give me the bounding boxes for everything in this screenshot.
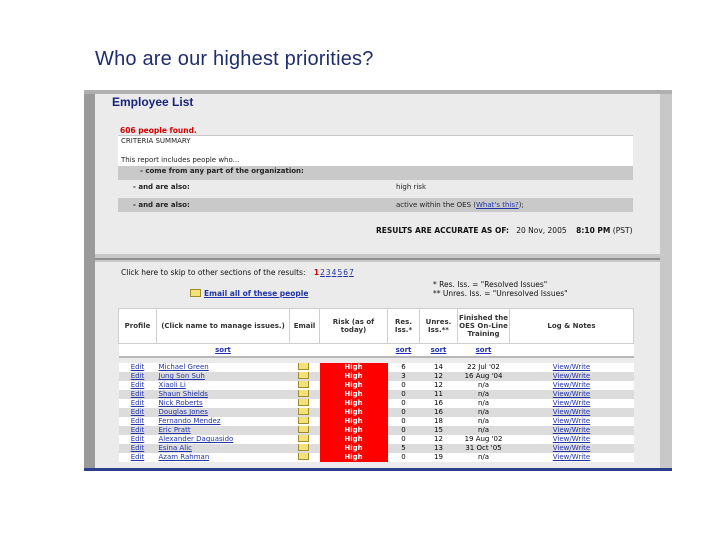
finished-date-cell	[458, 381, 510, 390]
unresolved-count-cell	[420, 381, 458, 390]
employee-name-link-cell	[157, 381, 290, 390]
legend-resolved: * Res. Iss. = "Resolved Issues"	[433, 280, 548, 289]
resolved-count: 0	[401, 381, 406, 389]
edit-link[interactable]: Edit	[130, 435, 145, 443]
criteria-summary-title: CRITERIA SUMMARY	[121, 137, 191, 145]
email-icon-cell-cell	[290, 453, 320, 462]
risk-cell: High	[344, 390, 363, 398]
accuracy-time: 8:10 PM	[576, 226, 611, 235]
page-link[interactable]: 4	[331, 268, 337, 277]
risk-cell: High	[344, 408, 363, 416]
employee-name-link-cell	[157, 435, 290, 444]
employee-name-link-cell	[157, 372, 290, 381]
log-link[interactable]: View/Write	[552, 417, 591, 425]
risk-cell: High	[344, 417, 363, 425]
criteria-label: - and are also:	[133, 183, 190, 191]
email-icon-cell-cell	[290, 399, 320, 408]
email-all-link[interactable]	[190, 289, 308, 298]
employee-name-link[interactable]: Michael Green	[158, 363, 209, 371]
resolved-count: 3	[401, 372, 406, 380]
risk-cell: High	[344, 453, 363, 461]
unresolved-count-cell	[420, 408, 458, 417]
sort-cell	[290, 344, 320, 358]
header-profile: Profile	[119, 309, 157, 344]
finished-date: n/a	[477, 381, 490, 389]
edit-link-cell	[119, 417, 157, 426]
finished-date: n/a	[477, 417, 490, 425]
employee-name-link-cell	[157, 390, 290, 399]
table-row	[119, 381, 634, 390]
resolved-count-cell	[388, 399, 420, 408]
resolved-count: 0	[401, 390, 406, 398]
employee-name-link[interactable]: Fernando Mendez	[158, 417, 221, 425]
unresolved-count-cell	[420, 390, 458, 399]
accuracy-label: RESULTS ARE ACCURATE AS OF:	[376, 226, 510, 235]
sort-row	[119, 344, 634, 358]
resolved-count-cell	[388, 426, 420, 435]
edit-link[interactable]: Edit	[130, 363, 145, 371]
log-link-cell	[510, 435, 634, 444]
edit-link[interactable]: Edit	[130, 444, 145, 452]
page-link-current[interactable]: 1	[313, 268, 320, 277]
header-risk: Risk (as of today)	[320, 309, 388, 344]
email-icon-cell-cell	[290, 390, 320, 399]
table-row	[119, 417, 634, 426]
edit-link-cell	[119, 408, 157, 417]
slide-title: Who are our highest priorities?	[95, 48, 374, 70]
sort-cell	[157, 344, 290, 358]
envelope-icon[interactable]	[298, 363, 309, 370]
log-link-cell	[510, 408, 634, 417]
finished-date-cell	[458, 444, 510, 453]
risk-cell-cell	[320, 390, 388, 399]
resolved-count-cell	[388, 381, 420, 390]
envelope-icon[interactable]	[298, 399, 309, 406]
table-row	[119, 399, 634, 408]
edit-link[interactable]: Edit	[130, 417, 145, 425]
envelope-icon[interactable]	[298, 408, 309, 415]
legend-unresolved: ** Unres. Iss. = "Unresolved Issues"	[433, 289, 568, 298]
email-icon-cell-cell	[290, 426, 320, 435]
table-row	[119, 408, 634, 417]
resolved-count: 0	[401, 426, 406, 434]
log-link[interactable]: View/Write	[552, 399, 591, 407]
envelope-icon[interactable]	[298, 372, 309, 379]
employee-name-link[interactable]: Jung Son Suh	[158, 372, 205, 380]
finished-date-cell	[458, 453, 510, 462]
resolved-count: 0	[401, 435, 406, 443]
finished-date: n/a	[477, 408, 490, 416]
employee-name-link-cell	[157, 426, 290, 435]
header-finished-training: Finished the OES On-Line Training	[458, 309, 510, 344]
sort-resolved-link[interactable]: sort	[395, 345, 412, 354]
page-link[interactable]: 3	[325, 268, 331, 277]
sort-cell	[458, 344, 510, 358]
log-link[interactable]: View/Write	[552, 363, 591, 371]
unresolved-count: 14	[434, 363, 443, 371]
email-icon-cell-cell	[290, 408, 320, 417]
resolved-count: 0	[401, 417, 406, 425]
frame-bottom-border	[84, 468, 672, 471]
edit-link[interactable]: Edit	[130, 426, 145, 434]
edit-link-cell	[119, 363, 157, 372]
finished-date: 31 Oct '05	[465, 444, 502, 452]
risk-cell: High	[344, 426, 363, 434]
unresolved-count-cell	[420, 453, 458, 462]
table-row	[119, 363, 634, 372]
unresolved-count: 16	[434, 408, 443, 416]
resolved-count: 0	[401, 408, 406, 416]
employee-name-link[interactable]: Shaun Shields	[158, 390, 208, 398]
employee-name-link[interactable]: Azam Rahman	[158, 453, 210, 461]
log-link[interactable]: View/Write	[552, 444, 591, 452]
log-link[interactable]: View/Write	[552, 453, 591, 461]
criteria-value-prefix: active within the OES (	[396, 201, 477, 209]
edit-link-cell	[119, 399, 157, 408]
resolved-count-cell	[388, 435, 420, 444]
envelope-icon[interactable]	[298, 453, 309, 460]
risk-cell-cell	[320, 444, 388, 453]
header-email: Email	[290, 309, 320, 344]
employee-name-link-cell	[157, 453, 290, 462]
edit-link-cell	[119, 390, 157, 399]
resolved-count-cell	[388, 390, 420, 399]
log-link-cell	[510, 444, 634, 453]
employee-name-link[interactable]: Xiaoli Li	[158, 381, 186, 389]
edit-link[interactable]: Edit	[130, 399, 145, 407]
edit-link[interactable]: Edit	[130, 390, 145, 398]
finished-date: 22 Jul '02	[467, 363, 500, 371]
email-icon-cell-cell	[290, 444, 320, 453]
edit-link[interactable]: Edit	[130, 453, 145, 461]
employee-name-link-cell	[157, 444, 290, 453]
unresolved-count: 11	[434, 390, 443, 398]
risk-cell: High	[344, 372, 363, 380]
unresolved-count-cell	[420, 435, 458, 444]
email-icon-cell-cell	[290, 417, 320, 426]
finished-date-cell	[458, 372, 510, 381]
unresolved-count-cell	[420, 372, 458, 381]
employee-name-link[interactable]: Esina Alic	[158, 444, 192, 452]
unresolved-count-cell	[420, 363, 458, 372]
risk-cell-cell	[320, 408, 388, 417]
risk-cell-cell	[320, 363, 388, 372]
sort-cell	[388, 344, 420, 358]
criteria-row	[118, 198, 633, 212]
criteria-value	[396, 201, 524, 209]
log-link-cell	[510, 399, 634, 408]
table-row	[119, 435, 634, 444]
finished-date-cell	[458, 417, 510, 426]
edit-link-cell	[119, 435, 157, 444]
risk-cell: High	[344, 444, 363, 452]
risk-cell: High	[344, 435, 363, 443]
edit-link[interactable]: Edit	[130, 372, 145, 380]
resolved-count: 0	[401, 453, 406, 461]
sort-name-link[interactable]: sort	[215, 345, 231, 354]
log-link[interactable]: View/Write	[552, 435, 591, 443]
table-row	[119, 444, 634, 453]
sort-finished-link[interactable]: sort	[475, 345, 492, 354]
accuracy-timestamp	[376, 226, 633, 235]
risk-cell-cell	[320, 381, 388, 390]
panel-title: Employee List	[112, 95, 194, 109]
unresolved-count-cell	[420, 417, 458, 426]
criteria-label: - and are also:	[133, 201, 190, 209]
resolved-count-cell	[388, 417, 420, 426]
criteria-value-suffix: );	[518, 201, 524, 209]
unresolved-count: 15	[434, 426, 443, 434]
email-all-label: Email all of these people	[204, 289, 309, 298]
unresolved-count-cell	[420, 426, 458, 435]
header-resolved: Res. Iss.*	[388, 309, 420, 344]
envelope-icon[interactable]	[298, 426, 309, 433]
unresolved-count: 16	[434, 399, 443, 407]
whats-this-link[interactable]: What's this?	[476, 201, 519, 209]
employee-name-link-cell	[157, 363, 290, 372]
envelope-icon[interactable]	[298, 435, 309, 442]
accuracy-date: 20 Nov, 2005	[516, 226, 567, 235]
envelope-icon[interactable]	[298, 381, 309, 388]
page-link[interactable]: 5	[337, 268, 343, 277]
resolved-count: 0	[401, 399, 406, 407]
log-link-cell	[510, 417, 634, 426]
email-icon-cell-cell	[290, 435, 320, 444]
log-link[interactable]: View/Write	[552, 381, 591, 389]
panel-separator	[95, 258, 660, 260]
unresolved-count: 12	[434, 372, 443, 380]
log-link-cell	[510, 390, 634, 399]
risk-cell: High	[344, 363, 363, 371]
envelope-icon	[190, 289, 201, 297]
resolved-count: 5	[401, 444, 406, 452]
finished-date: n/a	[477, 426, 490, 434]
resolved-count-cell	[388, 372, 420, 381]
edit-link-cell	[119, 426, 157, 435]
sort-unresolved-link[interactable]: sort	[430, 345, 447, 354]
email-icon-cell-cell	[290, 381, 320, 390]
resolved-count: 6	[401, 363, 406, 371]
edit-link-cell	[119, 444, 157, 453]
log-link[interactable]: View/Write	[552, 390, 591, 398]
log-link[interactable]: View/Write	[552, 372, 591, 380]
page-link[interactable]: 6	[343, 268, 348, 277]
unresolved-count: 12	[434, 381, 443, 389]
page-navigation	[121, 268, 354, 277]
edit-link-cell	[119, 372, 157, 381]
criteria-value: high risk	[396, 183, 427, 191]
risk-cell: High	[344, 381, 363, 389]
criteria-summary-description: This report includes people who...	[121, 156, 240, 164]
employee-table	[118, 308, 634, 462]
envelope-icon[interactable]	[298, 444, 309, 451]
edit-link-cell	[119, 381, 157, 390]
employee-name-link-cell	[157, 408, 290, 417]
employee-name-link-cell	[157, 399, 290, 408]
page-link[interactable]: 2	[320, 268, 325, 277]
finished-date-cell	[458, 363, 510, 372]
finished-date-cell	[458, 408, 510, 417]
log-link[interactable]: View/Write	[552, 426, 591, 434]
edit-link-cell	[119, 453, 157, 462]
finished-date-cell	[458, 435, 510, 444]
finished-date: 16 Aug '04	[464, 372, 503, 380]
unresolved-count: 19	[434, 453, 443, 461]
accuracy-timezone: (PST)	[612, 226, 633, 235]
employee-name-link-cell	[157, 417, 290, 426]
unresolved-count: 18	[434, 417, 443, 425]
header-name: (Click name to manage issues.)	[157, 309, 290, 344]
edit-link[interactable]: Edit	[130, 408, 145, 416]
results-count: 606 people found.	[120, 126, 197, 135]
risk-cell-cell	[320, 372, 388, 381]
skip-text: Click here to skip to other sections of the results:	[121, 268, 306, 277]
risk-cell-cell	[320, 426, 388, 435]
risk-cell-cell	[320, 453, 388, 462]
criteria-row	[118, 180, 633, 194]
employee-name-link[interactable]: Alexander Daguasido	[158, 435, 234, 443]
sort-cell	[510, 344, 634, 358]
unresolved-count-cell	[420, 444, 458, 453]
finished-date-cell	[458, 426, 510, 435]
finished-date: n/a	[477, 399, 490, 407]
table-row	[119, 372, 634, 381]
envelope-icon[interactable]	[298, 390, 309, 397]
sort-cell	[420, 344, 458, 358]
envelope-icon[interactable]	[298, 417, 309, 424]
employee-name-link[interactable]: Eric Pratt	[158, 426, 191, 434]
sort-cell	[119, 344, 157, 358]
table-row	[119, 390, 634, 399]
table-header-row	[119, 309, 634, 344]
edit-link[interactable]: Edit	[130, 381, 145, 389]
finished-date-cell	[458, 390, 510, 399]
resolved-count-cell	[388, 444, 420, 453]
legend	[433, 280, 568, 298]
sort-cell	[320, 344, 388, 358]
finished-date: 19 Aug '02	[464, 435, 503, 443]
risk-cell: High	[344, 399, 363, 407]
page-link[interactable]: 7	[349, 268, 354, 277]
table-row	[119, 453, 634, 462]
log-link-cell	[510, 363, 634, 372]
header-log-notes: Log & Notes	[510, 309, 634, 344]
risk-cell-cell	[320, 435, 388, 444]
email-icon-cell-cell	[290, 363, 320, 372]
frame-left-border	[84, 90, 95, 470]
resolved-count-cell	[388, 408, 420, 417]
employee-name-link[interactable]: Nick Roberts	[158, 399, 203, 407]
log-link-cell	[510, 381, 634, 390]
risk-cell-cell	[320, 399, 388, 408]
employee-name-link[interactable]: Douglas Jones	[158, 408, 208, 416]
finished-date-cell	[458, 399, 510, 408]
unresolved-count-cell	[420, 399, 458, 408]
finished-date: n/a	[477, 390, 490, 398]
log-link[interactable]: View/Write	[552, 408, 591, 416]
criteria-label: - come from any part of the organization:	[140, 167, 304, 175]
email-icon-cell-cell	[290, 372, 320, 381]
risk-cell-cell	[320, 417, 388, 426]
log-link-cell	[510, 453, 634, 462]
resolved-count-cell	[388, 453, 420, 462]
log-link-cell	[510, 372, 634, 381]
table-row	[119, 426, 634, 435]
log-link-cell	[510, 426, 634, 435]
header-unresolved: Unres. Iss.**	[420, 309, 458, 344]
unresolved-count: 12	[434, 435, 443, 443]
resolved-count-cell	[388, 363, 420, 372]
finished-date: n/a	[477, 453, 490, 461]
unresolved-count: 13	[434, 444, 443, 452]
